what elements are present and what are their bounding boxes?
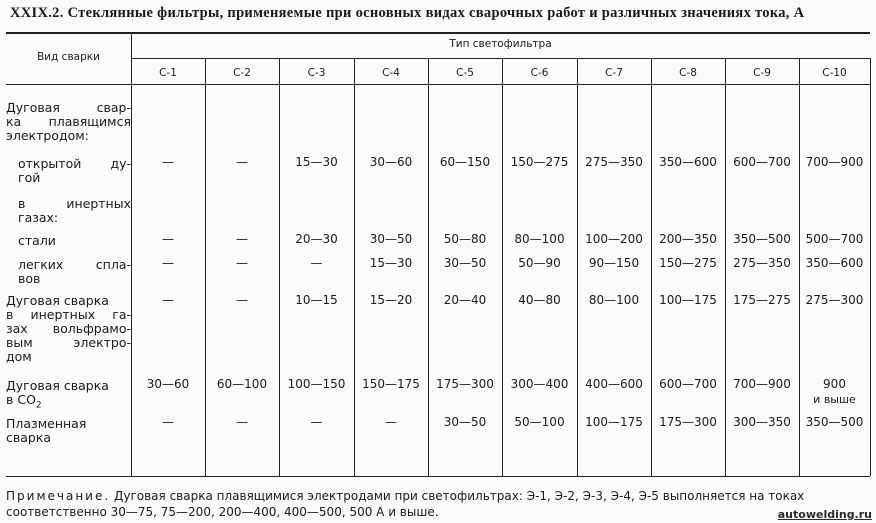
table-note xyxy=(6,488,872,520)
top-rule xyxy=(6,32,870,34)
value-cell: 20—40 xyxy=(443,293,487,307)
column-header: С-5 xyxy=(456,67,474,79)
value-cell: — xyxy=(162,415,174,429)
value-cell: 175—300 xyxy=(659,415,717,429)
column-header: С-7 xyxy=(605,67,623,79)
value-cell: — xyxy=(162,256,174,270)
column-header: С-9 xyxy=(753,67,771,79)
value-cell: 15—30 xyxy=(295,155,338,169)
value-cell: — xyxy=(236,293,248,307)
value-cell: — xyxy=(310,256,323,270)
value-cell: 275—350 xyxy=(733,256,791,270)
label-line: вов xyxy=(18,271,41,286)
column-header: С-6 xyxy=(530,67,549,79)
label-line: сварка xyxy=(6,430,52,445)
row-label-plasma xyxy=(6,417,131,445)
value-cell: 350—500 xyxy=(733,232,791,246)
value-cell: — xyxy=(162,232,174,246)
note-head: Примечание. xyxy=(6,489,111,503)
value-cell: 600—700 xyxy=(659,377,717,391)
label-line: электродом: xyxy=(6,128,89,143)
label-line: в инертных га- xyxy=(6,307,131,322)
value-cell: 600—700 xyxy=(733,155,791,169)
value-cell: 50—100 xyxy=(514,415,565,429)
value-cell: 350—500 xyxy=(805,415,864,429)
label-line: вым электро- xyxy=(6,335,131,350)
value-cell: 80—100 xyxy=(514,232,565,246)
value-cell: 500—700 xyxy=(805,232,864,246)
label-line: газах: xyxy=(18,210,59,225)
label-line: открытой ду- xyxy=(18,156,131,171)
value-cell: 200—350 xyxy=(659,232,717,246)
value-cell: — xyxy=(236,155,248,169)
note-text: Дуговая сварка плавящимися электродами при светофильтрах: Э-1, Э-2, Э-3, Э-4, Э-5 выполняется на токах соответственно 30—75, 75—200, 200—400, 400—500, 500 А и выше. xyxy=(6,489,805,519)
value-cell: — xyxy=(162,155,174,169)
value-cell: 900 xyxy=(823,377,846,391)
label-line: стали xyxy=(18,233,56,248)
value-cell: 30—50 xyxy=(443,415,487,429)
value-cell: 10—15 xyxy=(295,293,338,307)
value-cell: 350—600 xyxy=(805,256,864,270)
label-line: Дуговая свар- xyxy=(6,100,131,115)
column-rule xyxy=(870,58,871,476)
label-line: ка плавящимся xyxy=(6,114,131,129)
value-cell: 300—350 xyxy=(733,415,791,429)
value-cell: 15—30 xyxy=(369,256,413,270)
value-cell: 275—300 xyxy=(805,293,864,307)
table-title: XXIX.2. Стеклянные фильтры, применяемые при основных видах сварочных работ и различных значениях тока, А xyxy=(10,5,805,21)
row-label-header: Вид сварки xyxy=(37,51,100,63)
value-cell: 150—275 xyxy=(659,256,717,270)
column-header: С-1 xyxy=(159,67,177,79)
value-cell: 150—275 xyxy=(510,155,569,169)
value-cell: — xyxy=(385,415,397,429)
value-cell: 175—275 xyxy=(733,293,791,307)
row-label-steel xyxy=(18,234,131,248)
value-cell: 60—150 xyxy=(439,155,491,169)
value-cell: 30—50 xyxy=(369,232,413,246)
label-line: гой xyxy=(18,170,41,185)
value-cell: 300—400 xyxy=(510,377,569,391)
value-cell: — xyxy=(310,415,323,429)
value-cell: 100—175 xyxy=(585,415,643,429)
value-cell: 30—50 xyxy=(443,256,487,270)
value-cell: — xyxy=(236,232,248,246)
value-cell: 20—30 xyxy=(295,232,338,246)
column-header: С-3 xyxy=(307,67,326,79)
column-header: С-2 xyxy=(233,67,251,79)
value-cell: 350—600 xyxy=(659,155,717,169)
column-header: С-8 xyxy=(679,67,697,79)
value-cell: 80—100 xyxy=(588,293,640,307)
value-cell: 30—60 xyxy=(146,377,190,391)
value-cell: 400—600 xyxy=(585,377,643,391)
value-cell: 60—100 xyxy=(216,377,268,391)
value-cell: 175—300 xyxy=(436,377,494,391)
value-cell: 100—175 xyxy=(659,293,717,307)
row-label-co2 xyxy=(6,379,131,413)
value-cell-extra: и выше xyxy=(813,393,856,406)
header-bottom-rule xyxy=(6,84,870,85)
row-label-light-alloys xyxy=(18,258,131,286)
value-cell: 150—175 xyxy=(362,377,420,391)
column-rule xyxy=(131,33,132,476)
bottom-rule xyxy=(6,476,870,477)
row-label-open-arc xyxy=(18,157,131,185)
label-line: Дуговая сварка xyxy=(6,293,109,308)
value-cell: 50—80 xyxy=(443,232,487,246)
row-label-inert-gases xyxy=(18,197,131,225)
label-line: в $CO_2$ xyxy=(6,392,42,411)
value-cell: 30—60 xyxy=(369,155,413,169)
group-header: Тип светофильтра xyxy=(449,38,552,50)
value-cell: 100—200 xyxy=(585,232,643,246)
value-cell: 275—350 xyxy=(585,155,643,169)
value-cell: — xyxy=(236,415,248,429)
value-cell: 700—900 xyxy=(805,155,864,169)
row-label-tungsten xyxy=(6,294,131,364)
value-cell: 15—20 xyxy=(369,293,413,307)
value-cell: — xyxy=(236,256,248,270)
row-label-arc-consumable xyxy=(6,101,131,143)
value-cell: 40—80 xyxy=(518,293,561,307)
label-line: дом xyxy=(6,349,32,364)
value-cell: 100—150 xyxy=(287,377,346,391)
value-cell: 700—900 xyxy=(733,377,791,391)
label-line: Дуговая сварка xyxy=(6,378,109,393)
value-cell: 50—90 xyxy=(518,256,561,270)
label-line: зах вольфрамо- xyxy=(6,321,131,336)
group-underline xyxy=(131,58,870,59)
value-cell: 90—150 xyxy=(588,256,640,270)
label-line: Плазменная xyxy=(6,416,87,431)
value-cell: — xyxy=(162,293,174,307)
watermark: autowelding.ru xyxy=(777,508,872,521)
label-line: легких спла- xyxy=(18,257,131,272)
label-line: в инертных xyxy=(18,196,131,211)
column-header: С-4 xyxy=(382,67,400,79)
column-header: С-10 xyxy=(822,67,847,79)
